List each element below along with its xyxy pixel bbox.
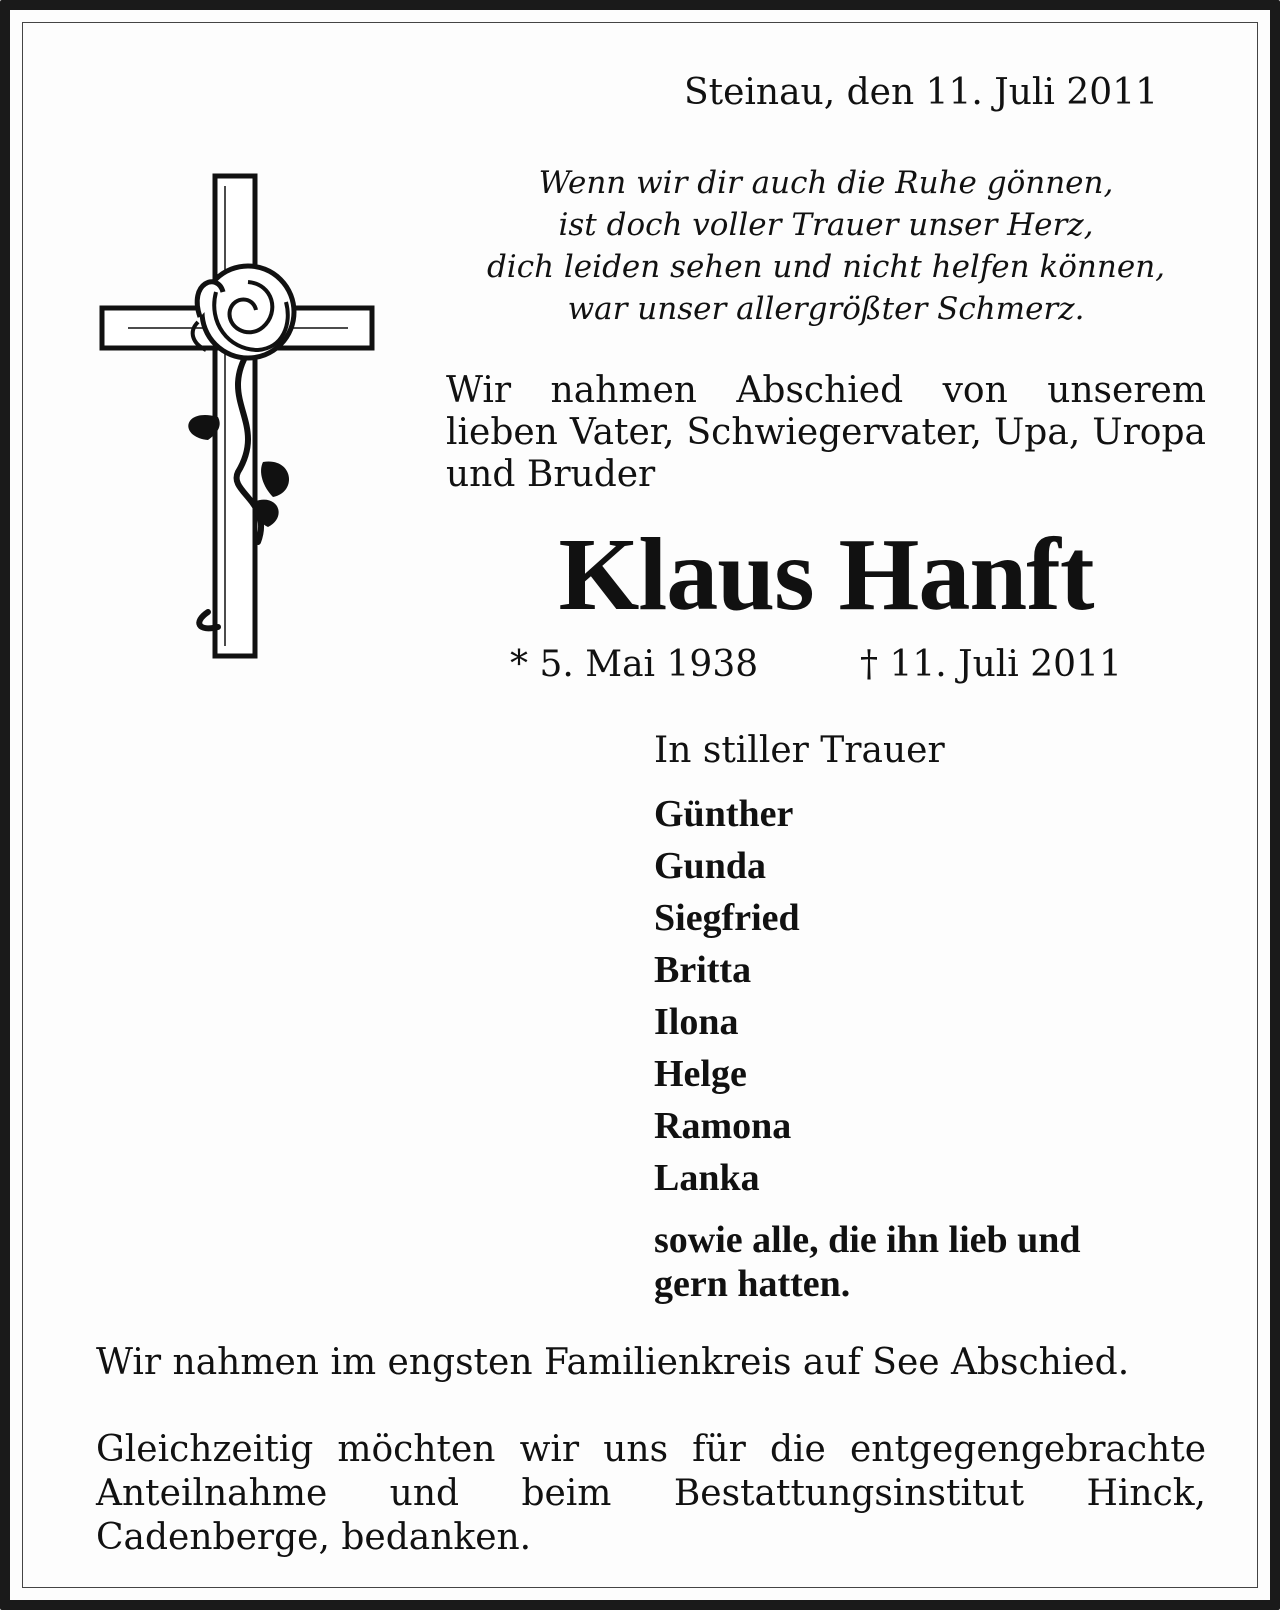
- thanks-note: Gleichzeitig möchten wir uns für die entgegengebrachte Anteilnahme und beim Bestattungsinstitut Hinck, Cadenberge, bedanken.: [96, 1429, 1206, 1558]
- cross-with-rose-icon: [98, 172, 388, 662]
- poem-line: Wenn wir dir auch die Ruhe gönnen,: [538, 165, 1114, 201]
- sea-farewell-note: Wir nahmen im engsten Familienkreis auf See Abschied.: [96, 1342, 1130, 1383]
- deceased-name: Klaus Hanft: [558, 517, 1094, 632]
- family-member: Ilona: [654, 1001, 739, 1043]
- family-member: Gunda: [654, 845, 766, 887]
- birth-date: * 5. Mai 1938: [510, 644, 759, 685]
- farewell-intro: Wir nahmen Abschied von unserem lieben Vater, Schwiegervater, Upa, Uropa und Bruder: [446, 370, 1206, 495]
- family-member: Helge: [654, 1053, 747, 1095]
- closing-line: sowie alle, die ihn lieb und gern hatten.: [654, 1219, 1081, 1305]
- family-member: Britta: [654, 949, 752, 991]
- family-list: [654, 788, 800, 1204]
- memorial-poem: [446, 162, 1206, 330]
- mourning-label: In stiller Trauer: [654, 730, 945, 771]
- family-member: Günther: [654, 793, 794, 835]
- place-date: Steinau, den 11. Juli 2011: [683, 72, 1158, 113]
- poem-line: ist doch voller Trauer unser Herz,: [558, 207, 1094, 243]
- poem-line: war unser allergrößter Schmerz.: [567, 291, 1085, 327]
- family-member: Siegfried: [654, 897, 800, 939]
- death-date: † 11. Juli 2011: [860, 644, 1122, 685]
- poem-line: dich leiden sehen und nicht helfen können,: [486, 249, 1166, 285]
- family-member: Lanka: [654, 1157, 760, 1199]
- family-member: Ramona: [654, 1105, 792, 1147]
